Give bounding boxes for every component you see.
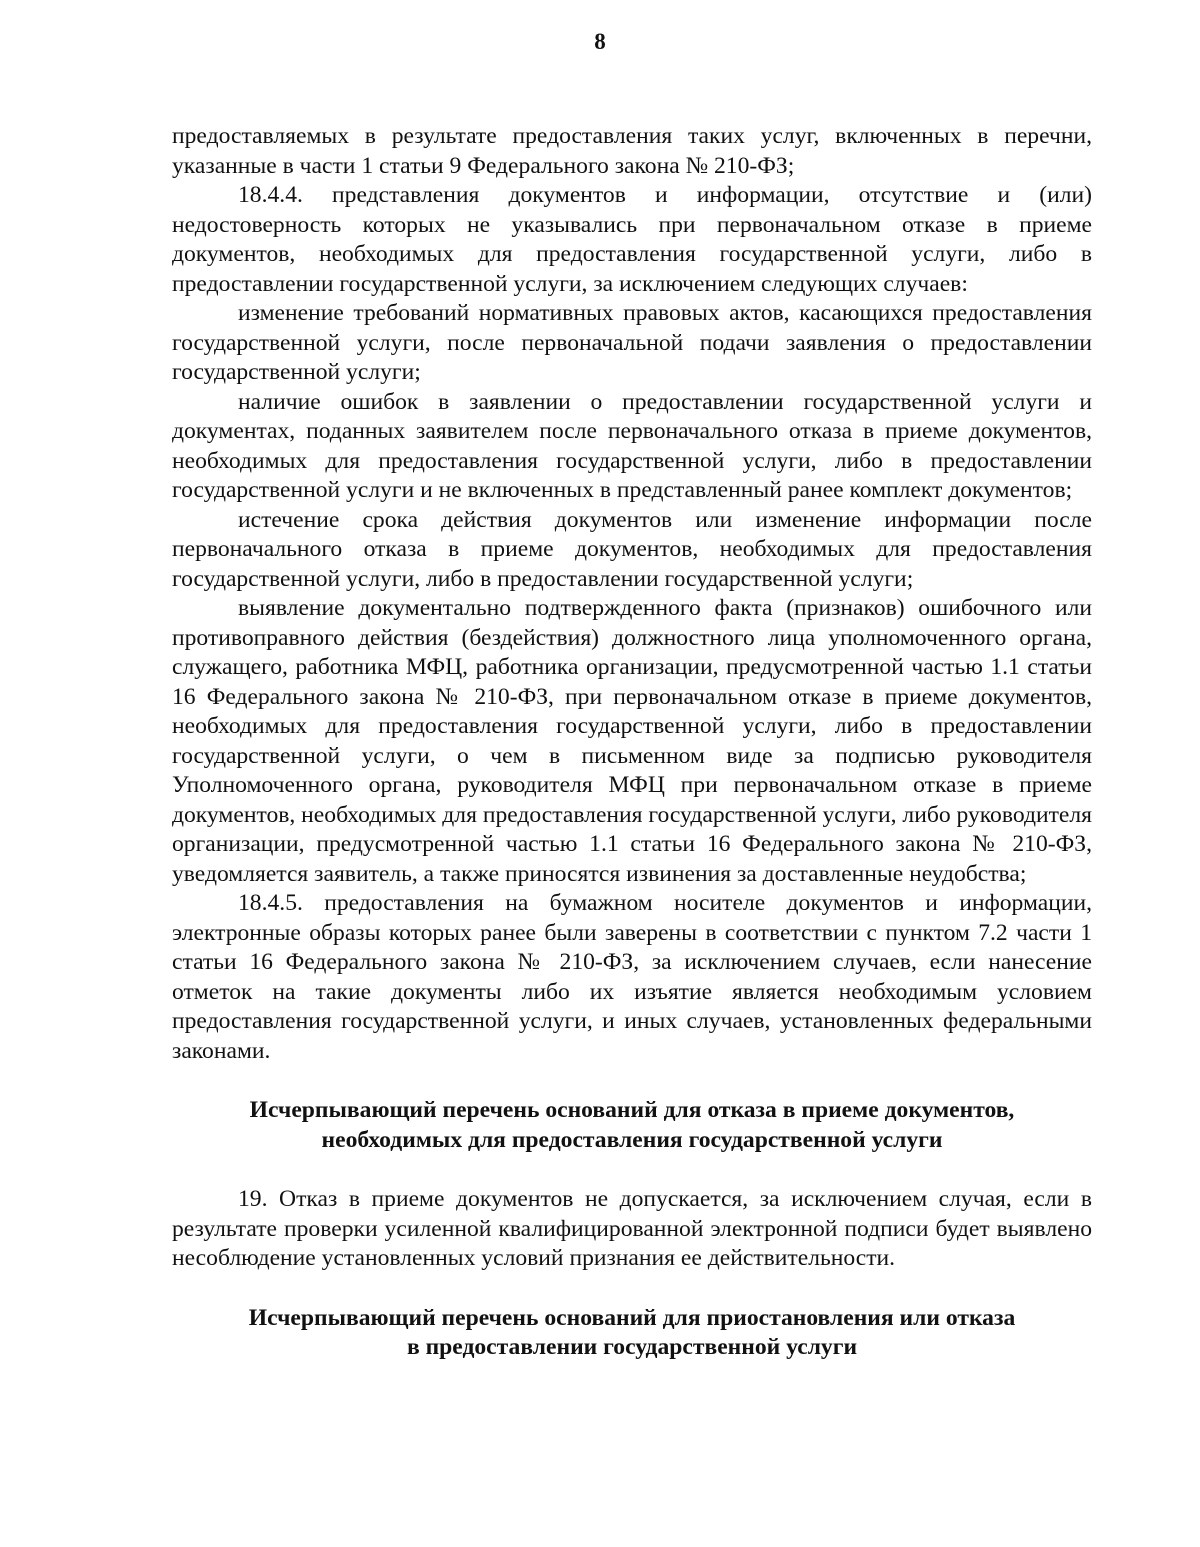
paragraph-application-errors: наличие ошибок в заявлении о предоставлении государственной услуги и документах, поданных заявителем после первоначального отказа в приеме документов, необходимых для предоставления государственной услуги, либо в предоставлении государственной услуги и не включенных в представленный ранее комплект документов; [172, 388, 1092, 503]
section-heading-suspension-refusal [172, 1304, 1092, 1363]
section-heading-refusal-documents [172, 1096, 1092, 1155]
paragraph-continuation: предоставляемых в результате предоставления таких услуг, включенных в перечни, указанные в части 1 статьи 9 Федерального закона № 210-ФЗ; [172, 123, 1092, 179]
document-body [172, 122, 1092, 1363]
heading-line-2: необходимых для предоставления государственной услуги [321, 1126, 943, 1153]
paragraph-19: 19. Отказ в приеме документов не допускается, за исключением случая, если в результате проверки усиленной квалифицированной электронной подписи будет выявлено несоблюдение установленных условий признания ее действительности. [172, 1186, 1092, 1271]
paragraph-document-expiry: истечение срока действия документов или изменение информации после первоначального отказа в приеме документов, необходимых для предоставления государственной услуги, либо в предоставлении государственной услуги; [172, 506, 1092, 592]
heading-line-1: Исчерпывающий перечень оснований для отказа в приеме документов, [249, 1097, 1015, 1123]
paragraph-requirements-change: изменение требований нормативных правовых актов, касающихся предоставления государственной услуги, после первоначальной подачи заявления о предоставлении государственной услуги; [172, 300, 1092, 385]
heading-line-1: Исчерпывающий перечень оснований для приостановления или отказа [248, 1304, 1016, 1331]
heading-line-2: в предоставлении государственной услуги [406, 1334, 858, 1360]
paragraph-18-4-4: 18.4.4. представления документов и информации, отсутствие и (или) недостоверность которых не указывались при первоначальном отказе в приеме документов, необходимых для предоставления государственной услуги, либо в предоставлении государственной услуги, за исключением следующих случаев: [172, 182, 1092, 297]
paragraph-18-4-5: 18.4.5. предоставления на бумажном носителе документов и информации, электронные образы которых ранее были заверены в соответствии с пунктом 7.2 части 1 статьи 16 Федерального закона № 210-ФЗ, за исключением случаев, если нанесение отметок на такие документы либо их изъятие является необходимым условием предоставления государственной услуги, и иных случаев, установленных федеральными законами. [172, 890, 1092, 1064]
page-number: 8 [594, 29, 606, 54]
paragraph-official-error: выявление документально подтвержденного факта (признаков) ошибочного или противоправного действия (бездействия) должностного лица уполномоченного органа, служащего, работника МФЦ, работника организации, предусмотренной частью 1.1 статьи 16 Федерального закона № 210-ФЗ, при первоначальном отказе в приеме документов, необходимых для предоставления государственной услуги, либо в предоставлении государственной услуги, о чем в письменном виде за подписью руководителя Уполномоченного органа, руководителя МФЦ при первоначальном отказе в приеме документов, необходимых для предоставления государственной услуги, либо руководителя организации, предусмотренной частью 1.1 статьи 16 Федерального закона № 210-ФЗ, уведомляется заявитель, а также приносятся извинения за доставленные неудобства; [172, 595, 1092, 887]
